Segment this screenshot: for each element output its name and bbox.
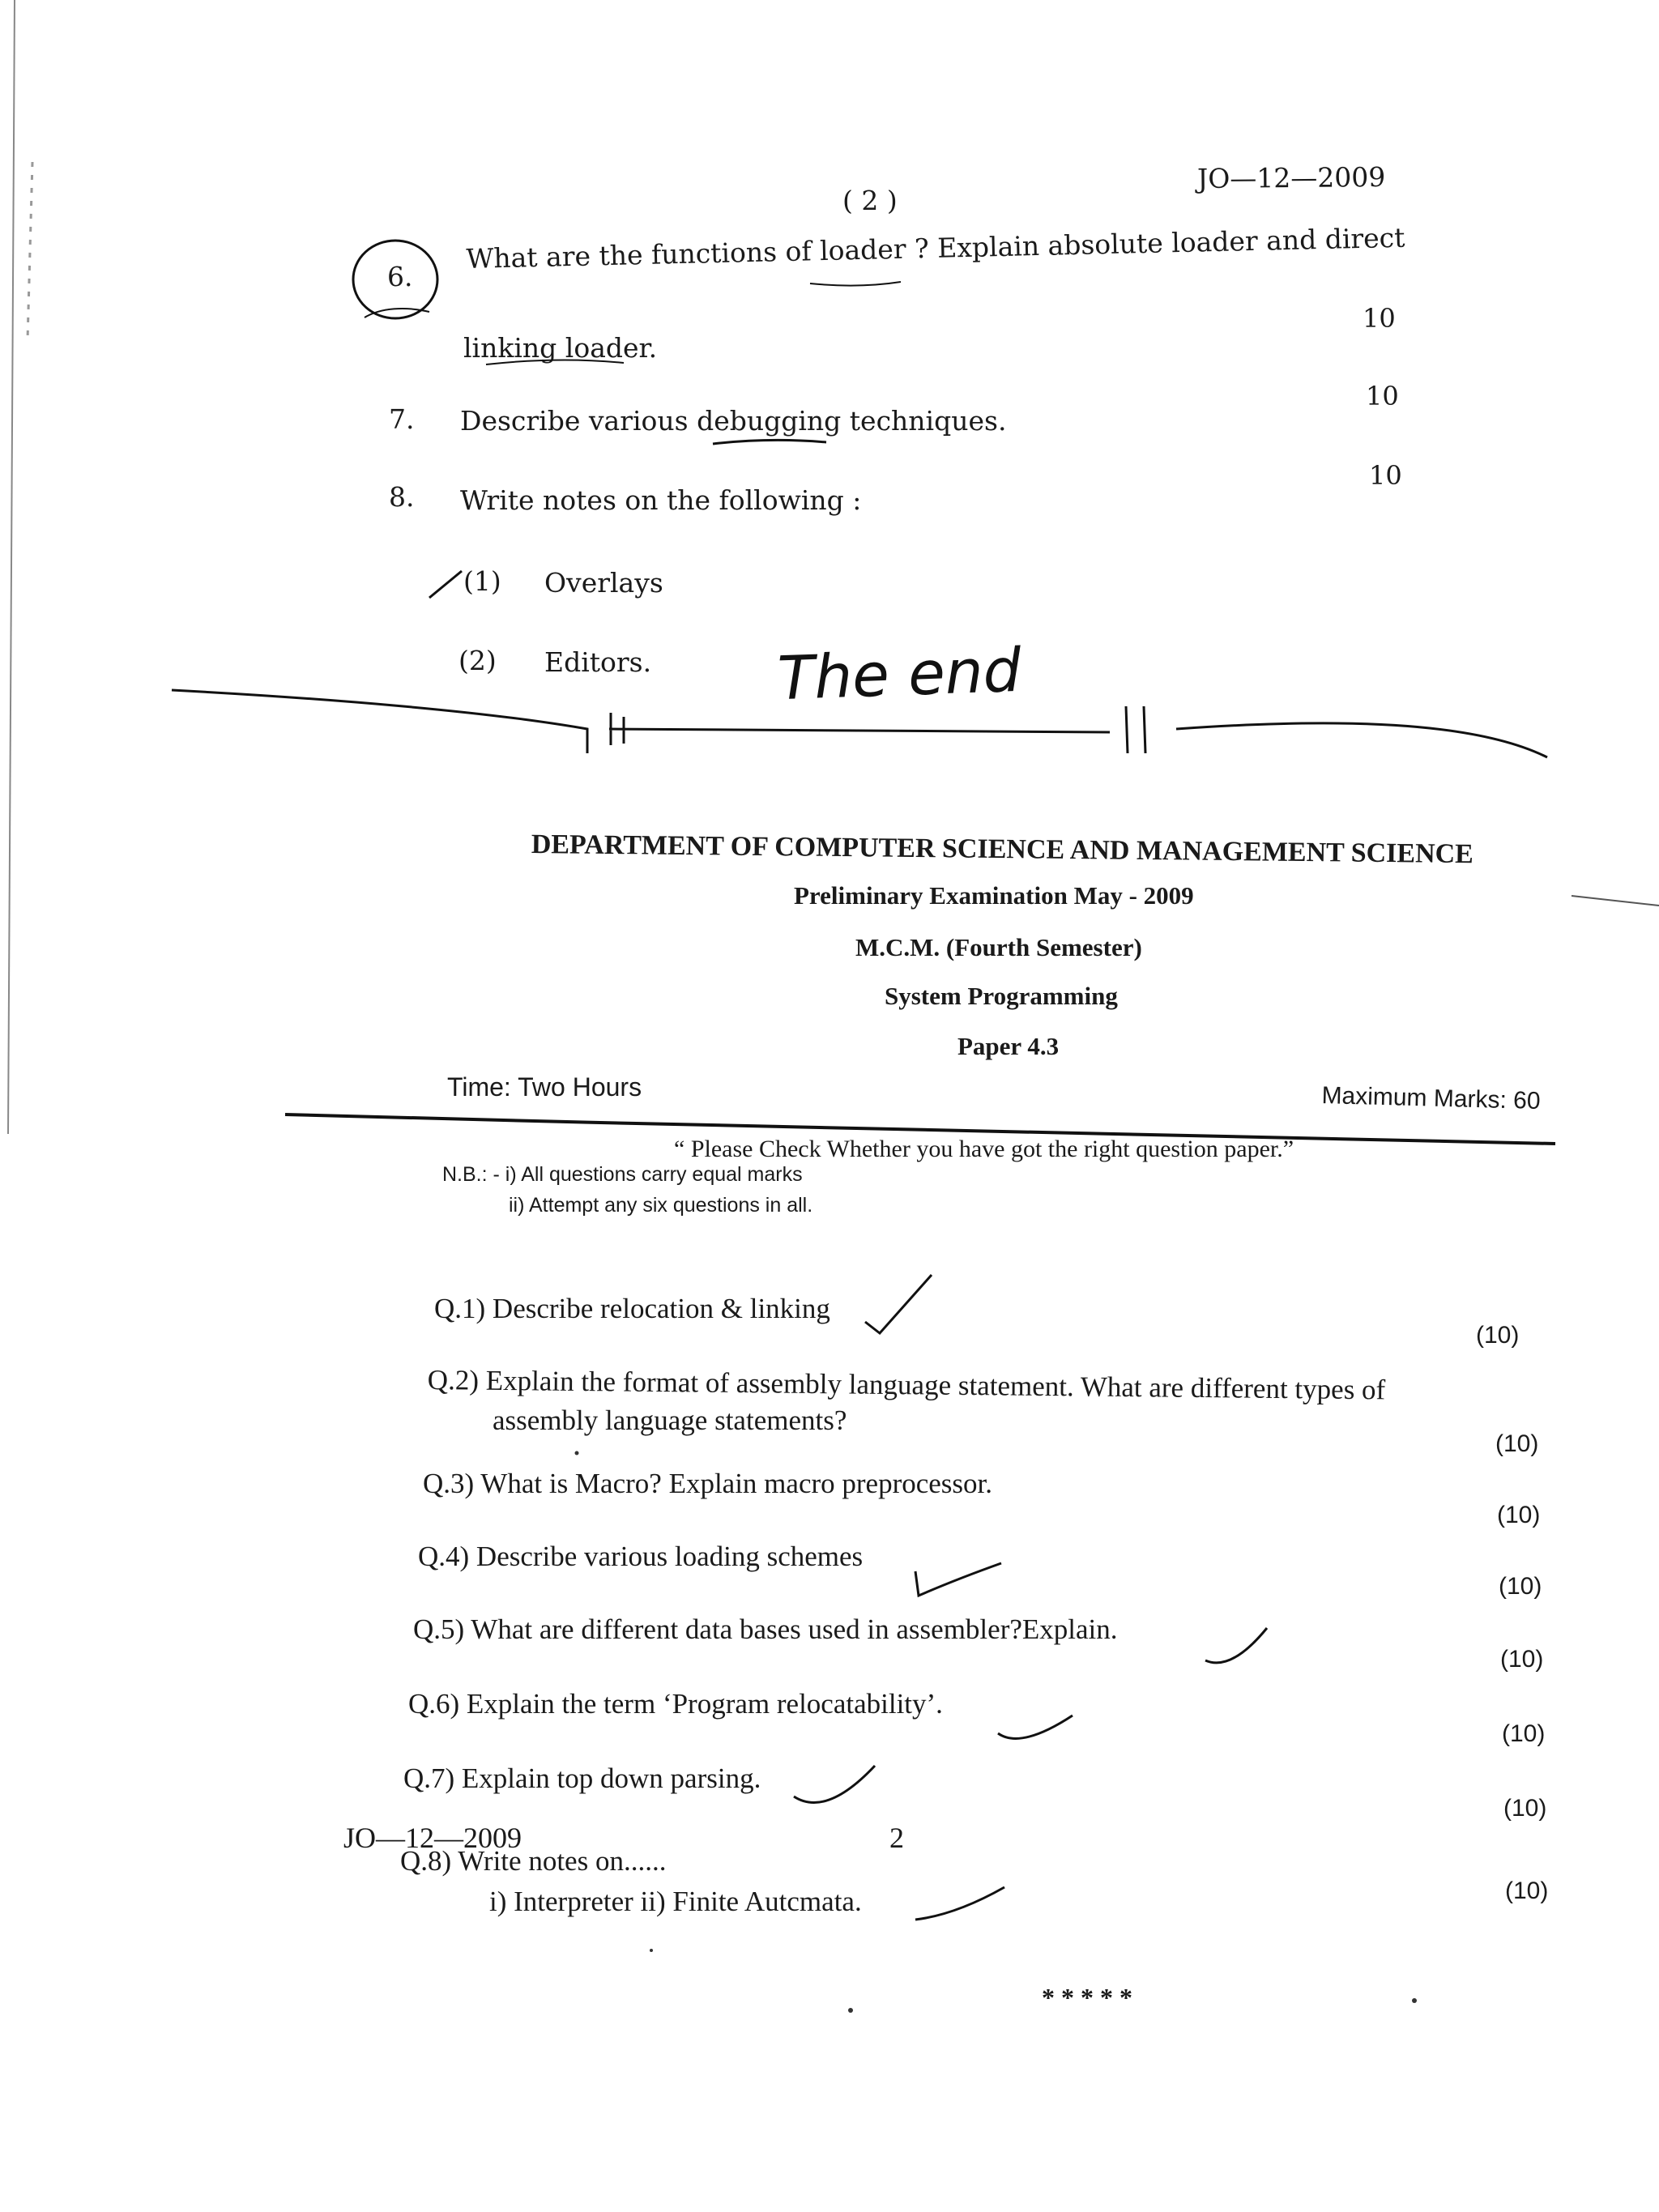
question-4: Q.4) Describe various loading schemes	[418, 1541, 864, 1572]
question-8: Q.8) Write notes on......	[400, 1845, 667, 1877]
underline-debugging	[713, 440, 826, 444]
tick-q4	[915, 1563, 1001, 1596]
end-line-left	[172, 690, 587, 753]
question-2-cont: assembly language statements?	[493, 1404, 847, 1436]
scan-edge-dots	[28, 162, 32, 340]
question-5: Q.5) What are different data bases used in assembler?Explain.	[413, 1613, 1118, 1645]
initials-scribble	[365, 309, 429, 318]
question-7: Q.7) Explain top down parsing.	[403, 1762, 761, 1794]
paper-number: Paper 4.3	[957, 1032, 1060, 1060]
page-number: ( 2 )	[842, 185, 898, 216]
q8-number: 8.	[389, 481, 415, 513]
question-3-marks: (10)	[1497, 1502, 1541, 1528]
margin-line	[1572, 896, 1659, 906]
q6-text: What are the functions of loader ? Explain absolute loader and direct	[466, 221, 1405, 275]
time-label: Time: Two Hours	[447, 1072, 642, 1102]
question-6: Q.6) Explain the term ‘Program relocatability’.	[408, 1688, 943, 1720]
q8-text: Write notes on the following :	[460, 484, 862, 516]
exam-title: Preliminary Examination May - 2009	[794, 881, 1194, 910]
subitem-2-text: Editors.	[544, 646, 652, 678]
end-line-right	[1176, 723, 1547, 757]
footer-code: JO—12—2009	[343, 1822, 522, 1854]
course-title: M.C.M. (Fourth Semester)	[855, 933, 1142, 961]
q8-marks: 10	[1369, 460, 1402, 491]
department-title: DEPARTMENT OF COMPUTER SCIENCE AND MANAGEMENT SCIENCE	[531, 829, 1474, 870]
question-5-marks: (10)	[1500, 1646, 1544, 1673]
question-7-marks: (10)	[1503, 1795, 1547, 1822]
end-stars: * * * * *	[1042, 1983, 1132, 2012]
question-2-marks: (10)	[1495, 1430, 1539, 1457]
check-note: “ Please Check Whether you have got the right question paper.”	[674, 1136, 1294, 1162]
question-4-marks: (10)	[1499, 1573, 1542, 1600]
tick-q7	[794, 1766, 875, 1803]
question-1-marks: (10)	[1476, 1322, 1520, 1349]
tick-q5	[1205, 1628, 1267, 1663]
scan-edge-line	[8, 0, 15, 1134]
tick-overlays	[429, 571, 462, 598]
q7-text: Describe various debugging techniques.	[460, 405, 1007, 437]
paper-code-top: JO—12—2009	[1196, 160, 1386, 195]
question-3: Q.3) What is Macro? Explain macro preprocessor.	[423, 1468, 993, 1499]
q7-number: 7.	[389, 403, 415, 435]
question-1: Q.1) Describe relocation & linking	[434, 1293, 830, 1324]
circle-mark	[353, 241, 437, 318]
question-6-marks: (10)	[1502, 1720, 1546, 1747]
tick-q8	[915, 1887, 1004, 1920]
q6-number: 6.	[387, 261, 413, 292]
question-8-cont: i) Interpreter ii) Finite Autcmata.	[489, 1886, 862, 1917]
underline-linking-loader	[486, 360, 624, 364]
question-8-marks: (10)	[1505, 1877, 1549, 1904]
end-line-middle	[609, 713, 1110, 745]
tick-q1	[865, 1275, 932, 1333]
handwritten-the-end: The end	[776, 635, 1022, 714]
subitem-1-number: (1)	[463, 565, 501, 597]
underline-loader	[810, 282, 901, 286]
q6-text-cont: linking loader.	[463, 332, 658, 364]
end-double-bar	[1126, 706, 1145, 753]
subject-title: System Programming	[885, 982, 1118, 1010]
nb-line-1: N.B.: - i) All questions carry equal marks	[442, 1163, 803, 1186]
q6-marks: 10	[1363, 303, 1396, 334]
q7-marks: 10	[1366, 381, 1399, 411]
header-rule	[285, 1115, 1555, 1144]
footer-page-number: 2	[889, 1822, 904, 1854]
max-marks: Maximum Marks: 60	[1321, 1082, 1541, 1115]
nb-line-2: ii) Attempt any six questions in all.	[509, 1194, 813, 1217]
subitem-2-number: (2)	[458, 645, 497, 676]
tick-q6	[998, 1715, 1073, 1738]
subitem-1-text: Overlays	[544, 567, 663, 599]
question-2: Q.2) Explain the format of assembly language statement. What are different types of	[427, 1364, 1386, 1406]
